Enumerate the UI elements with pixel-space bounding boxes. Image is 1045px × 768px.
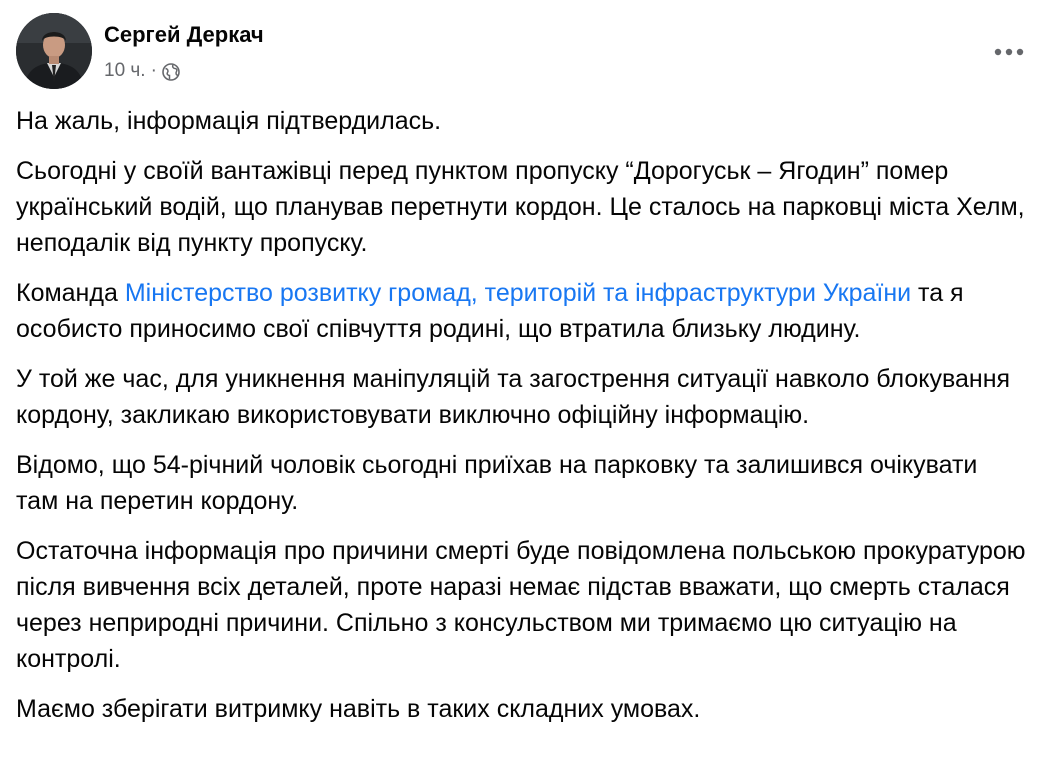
post-paragraph-6: Остаточна інформація про причини смерті буде повідомлена польською прокуратурою після вивчення всіх деталей, проте наразі немає підстав вважати, що смерть сталася через неприродні причини. Спільно з консульством ми тримаємо цю ситуацію на контролі. (16, 537, 1026, 673)
post-paragraph-3 (16, 275, 1026, 347)
post-options-button[interactable] (989, 37, 1029, 67)
post-paragraph-1: На жаль, інформація підтвердилась. (16, 107, 442, 135)
more-horizontal-icon (993, 48, 1025, 56)
post-body (16, 103, 1026, 741)
post-meta (104, 59, 181, 83)
meta-separator: · (150, 60, 157, 81)
author-name[interactable]: Сергей Деркач (104, 22, 264, 47)
post-paragraph-4: У той же час, для уникнення маніпуляцій та загострення ситуації навколо блокування кордону, закликаю використовувати виключно офіційну інформацію. (16, 365, 1011, 429)
post-paragraph-7: Маємо зберігати витримку навіть в таких складних умовах. (16, 695, 701, 723)
avatar[interactable] (16, 13, 92, 89)
ministry-page-link[interactable]: Міністерство розвитку громад, територій та інфраструктури України (124, 279, 912, 307)
paragraph-3-suffix: та я особисто приносимо свої співчуття родині, що втратила близьку людину. (16, 279, 964, 343)
avatar-image (16, 13, 92, 89)
post-paragraph-5: Відомо, що 54-річний чоловік сьогодні приїхав на парковку та залишився очікувати там на перетин кордону. (16, 451, 978, 515)
globe-icon[interactable] (161, 62, 181, 82)
paragraph-3-prefix: Команда (16, 279, 125, 307)
post-paragraph-2: Сьогодні у своїй вантажівці перед пунктом пропуску “Дорогуськ – Ягодин” помер український водій, що планував перетнути кордон. Це сталось на парковці міста Хелм, неподалік від пункту пропуску. (16, 157, 1025, 257)
post-header (16, 13, 1029, 91)
post-timestamp[interactable]: 10 ч. (104, 60, 146, 81)
